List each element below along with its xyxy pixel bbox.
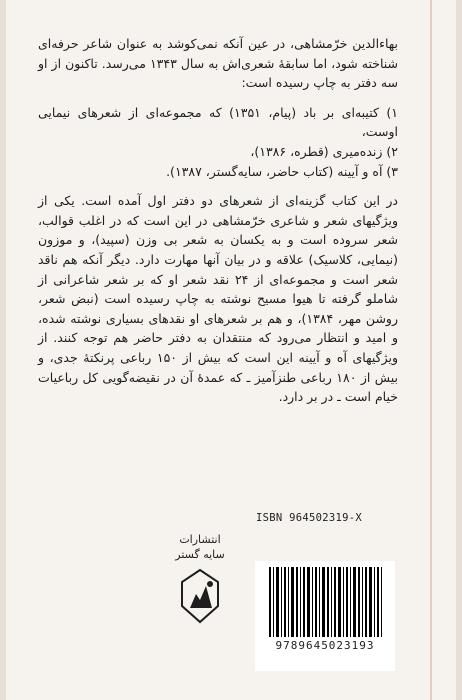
- body-paragraph: در این کتاب گزینه‌ای از شعرهای دو دفتر اول آمده است. یکی از ویژگیهای شعر و شاعری خرّمشاهی در این است که در اغلب قوالب، شعر سروده است و به یکسان به شعر بی وزن (سپید)، و موزون (نیمایی، کلاسیک) علاقه و در بیان آنها مهارت دارد. دیگر آنکه هم ناقد شعر است و مجموعه‌ای از ۲۴ نقد شعر او که بر شعر شاعرانی از شاملو گرفته تا هیوا مسیح نوشته به چاپ رسیده است (نبض شعر، روشن مهر، ۱۳۸۴)، و هم بر شعرهای او نقدهای بسیاری نوشته شده، و امید و انتظار می‌رود که منتقدان به دفتر حاضر هم توجه کنند. از ویژگیهای آه و آیینه این است که بیش از ۱۵۰ رباعی پرنکتهٔ جدی، و بیش از ۱۸۰ رباعی طنزآمیز ـ که عمدهٔ آن در نقیضه‌گویی کل رباعیات خیام است ـ در بر دارد.: [38, 193, 398, 405]
- publisher-name: سایه گستر: [175, 548, 225, 561]
- intro-paragraph: بهاءالدین خرّمشاهی، در عین آنکه نمی‌کوشد به عنوان شاعر حرفه‌ای شناخته شود، اما سابقهٔ شعری‌اش به سال ۱۳۴۳ می‌رسد. تاکنون از او سه دفتر به چاپ رسیده است:: [38, 36, 398, 91]
- book-item: ۲) زنده‌میری (قطره، ۱۳۸۶)،: [250, 143, 398, 159]
- page-edge-right: [456, 0, 462, 700]
- barcode-number: 9789645023193: [275, 639, 375, 652]
- spine-line: [430, 0, 432, 700]
- barcode-icon: [267, 567, 383, 637]
- publisher-logo-icon: [178, 568, 222, 624]
- back-cover-text: [38, 34, 398, 417]
- book-item: ۱) کتیبه‌ای بر باد (پیام، ۱۳۵۱) که مجموعه‌ای از شعرهای نیمایی اوست،: [38, 104, 398, 140]
- book-item: ۳) آه و آیینه (کتاب حاضر، سایه‌گستر، ۱۳۸۷).: [166, 163, 398, 179]
- page-edge-left: [0, 0, 6, 700]
- isbn-text: ISBN 964502319-X: [256, 512, 362, 524]
- publisher-title: انتشارات: [179, 533, 221, 546]
- book-list: [38, 103, 398, 181]
- publisher-block: [160, 532, 240, 652]
- barcode-box: [255, 561, 395, 671]
